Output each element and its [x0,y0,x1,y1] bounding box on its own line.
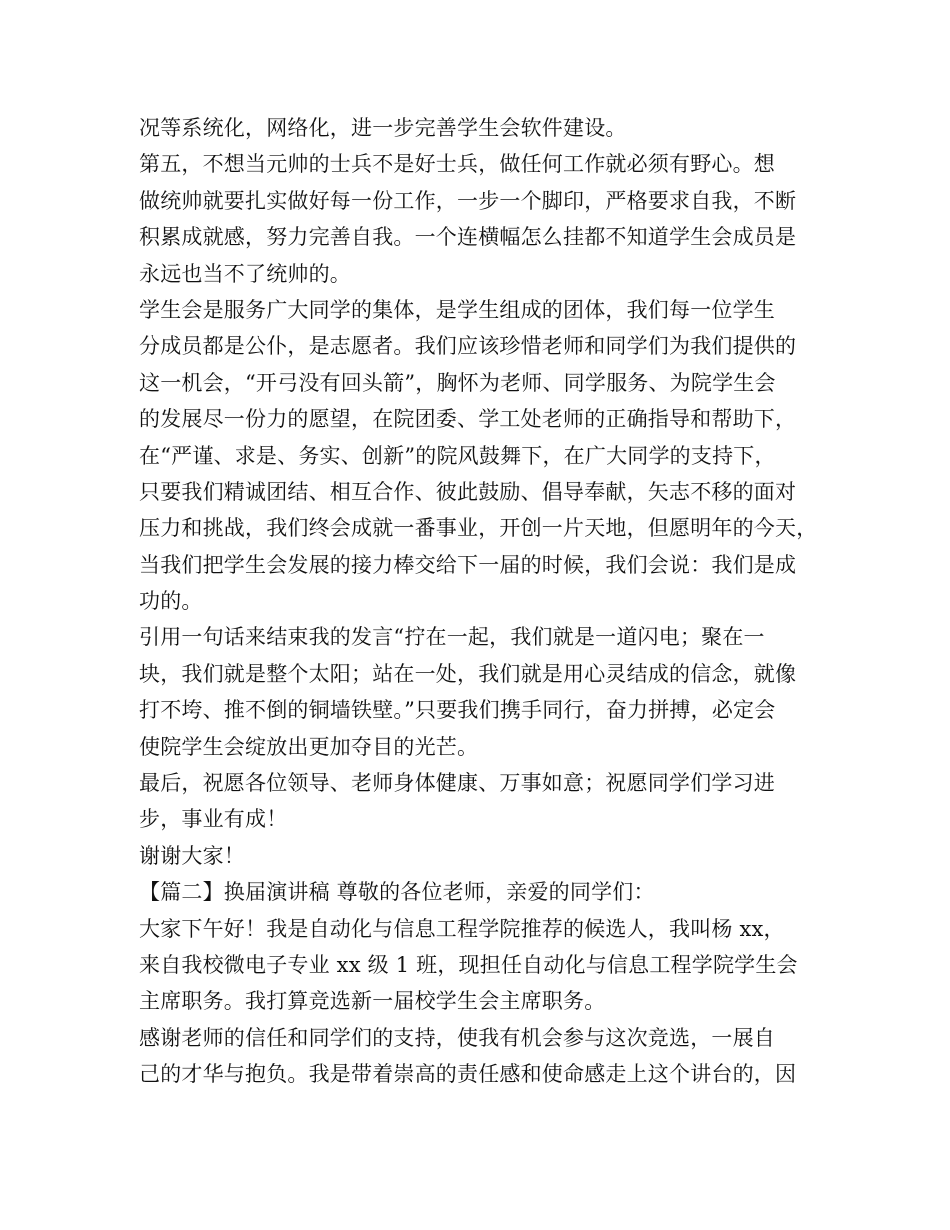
text-line: 最后，祝愿各位领导、老师身体健康、万事如意；祝愿同学们学习进 [139,771,775,796]
text-line: 己的才华与抱负。我是带着崇高的责任感和使命感走上这个讲台的，因 [139,1062,797,1087]
text-line: 分成员都是公仆，是志愿者。我们应该珍惜老师和同学们为我们提供的 [139,334,797,359]
text-line: 压力和挑战，我们终会成就一番事业，开创一片天地，但愿明年的今天， [139,516,818,541]
text-line: 积累成就感，努力完善自我。一个连横幅怎么挂都不知道学生会成员是 [139,225,797,250]
text-line: 步，事业有成！ [139,807,288,832]
text-line: 大家下午好！我是自动化与信息工程学院推荐的候选人，我叫杨 xx， [139,916,785,941]
text-line: 这一机会，“开弓没有回头箭”，胸怀为老师、同学服务、为院学生会 [139,370,776,395]
text-line: 块，我们就是整个太阳；站在一处，我们就是用心灵结成的信念，就像 [139,661,797,686]
text-line: 主席职务。我打算竞选新一届校学生会主席职务。 [139,989,606,1014]
body-text [139,110,839,1093]
text-line: 谢谢大家！ [139,843,245,868]
text-line: 来自我校微电子专业 xx 级 1 班，现担任自动化与信息工程学院学生会 [139,952,798,977]
text-line: 况等系统化，网络化，进一步完善学生会软件建设。 [139,116,627,140]
text-line: 只要我们精诚团结、相互合作、彼此鼓励、倡导奉献，矢志不移的面对 [139,479,797,504]
text-line: 做统帅就要扎实做好每一份工作，一步一个脚印，严格要求自我，不断 [139,188,797,213]
text-line: 在“严谨、求是、务实、创新”的院风鼓舞下，在广大同学的支持下， [139,443,776,468]
text-line: 当我们把学生会发展的接力棒交给下一届的时候，我们会说：我们是成 [139,552,797,577]
section-heading-line: 【篇二】换届演讲稿 尊敬的各位老师，亲爱的同学们： [139,880,655,905]
text-line: 感谢老师的信任和同学们的支持，使我有机会参与这次竞选，一展自 [139,1025,775,1050]
text-line: 功的。 [139,589,203,614]
text-line: 永远也当不了统帅的。 [139,261,351,286]
text-line: 的发展尽一份力的愿望，在院团委、学工处老师的正确指导和帮助下， [139,407,797,432]
text-line: 使院学生会绽放出更加夺目的光芒。 [139,734,479,759]
text-line: 学生会是服务广大同学的集体，是学生组成的团体，我们每一位学生 [139,297,775,322]
text-line: 打不垮、推不倒的铜墙铁壁。”只要我们携手同行，奋力拼搏，必定会 [139,698,776,723]
text-line: 第五，不想当元帅的士兵不是好士兵，做任何工作就必须有野心。想 [139,152,775,177]
text-line: 引用一句话来结束我的发言“拧在一起，我们就是一道闪电；聚在一 [139,625,765,650]
